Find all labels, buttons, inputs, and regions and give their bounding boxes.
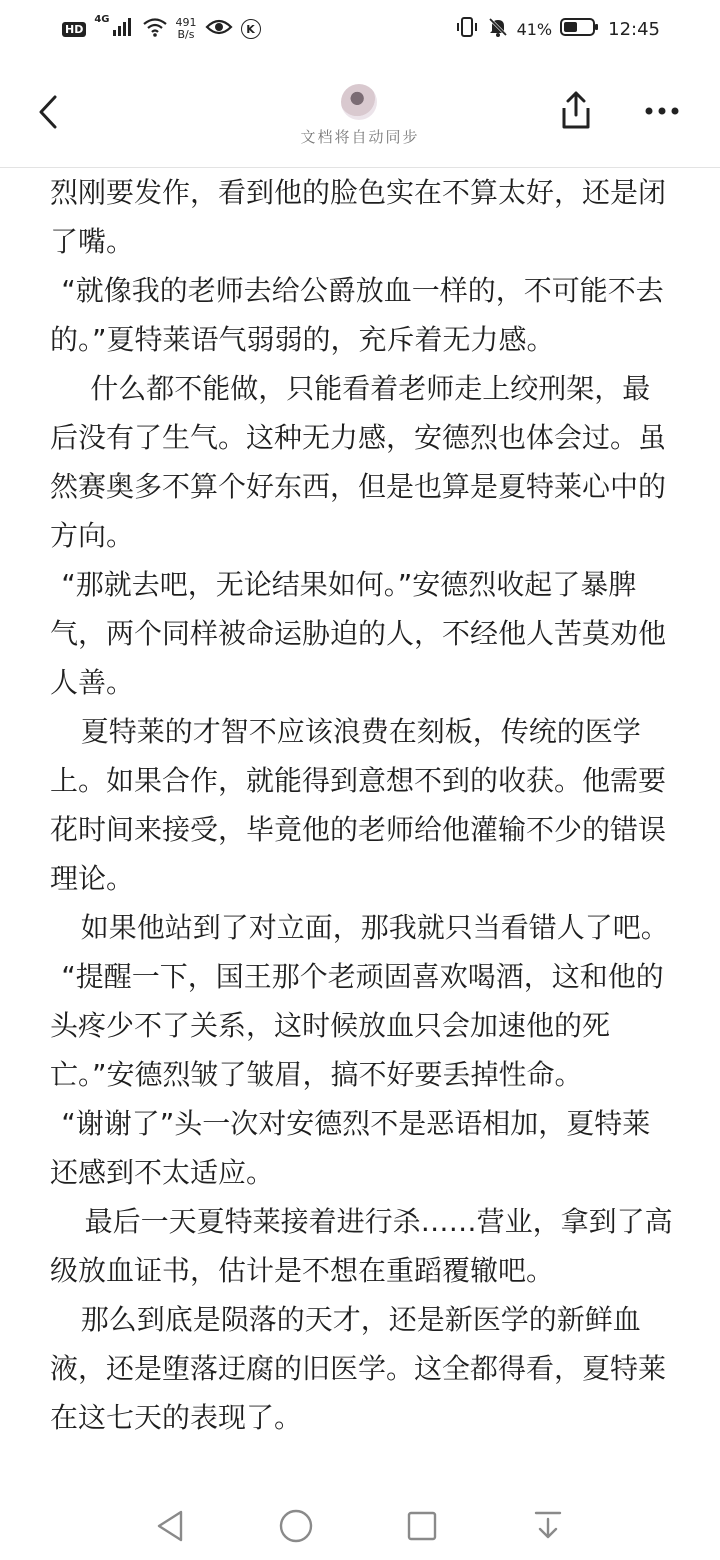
- nav-notifications-button[interactable]: [524, 1502, 572, 1550]
- paragraph: “提醒一下，国王那个老顽固喜欢喝酒，这和他的头疼少不了关系，这时候放血只会加速他的死亡。”安德烈皱了皱眉，搞不好要丢掉性命。: [50, 960, 664, 1091]
- share-icon: [559, 90, 593, 130]
- more-options-button[interactable]: [642, 94, 682, 128]
- document-toolbar: [0, 56, 720, 168]
- cell-signal-icon: [112, 17, 134, 41]
- battery-icon: [560, 17, 600, 41]
- paragraph: 什么都不能做，只能看着老师走上绞刑架，最后没有了生气。这种无力感，安德烈也体会过。虽然赛奥多不算个好东西，但是也算是夏特莱心中的方向。: [50, 372, 667, 552]
- nav-recents-button[interactable]: [398, 1502, 446, 1550]
- eye-icon: [205, 17, 233, 41]
- status-bar: [0, 0, 720, 56]
- document-body[interactable]: [50, 168, 675, 1490]
- status-bar-right: [455, 14, 660, 44]
- clock: 12:45: [608, 18, 660, 40]
- network-speed-unit: B/s: [177, 28, 195, 41]
- paragraph: “就像我的老师去给公爵放血一样的，不可能不去的。”夏特莱语气弱弱的，充斥着无力感。: [50, 274, 664, 356]
- hd-badge: HD: [62, 22, 86, 37]
- status-bar-left: [62, 14, 261, 44]
- paragraph: “谢谢了”头一次对安德烈不是恶语相加，夏特莱还感到不太适应。: [50, 1107, 651, 1189]
- square-recents-icon: [406, 1510, 438, 1542]
- paragraph: 夏特莱的才智不应该浪费在刻板，传统的医学上。如果合作，就能得到意想不到的收获。他需要花时间来接受，毕竟他的老师给他灌输不少的错误理论。: [50, 715, 667, 895]
- sync-status-text: 文档将自动同步: [300, 128, 420, 146]
- k-app-icon: K: [241, 19, 261, 39]
- vibrate-icon: [455, 16, 479, 42]
- network-type-label: 4G: [94, 14, 110, 25]
- paragraph: “那就去吧，无论结果如何。”安德烈收起了暴脾气，两个同样被命运胁迫的人，不经他人苦莫劝他人善。: [50, 568, 667, 699]
- system-navigation-bar: [0, 1490, 720, 1560]
- nav-home-button[interactable]: [272, 1502, 320, 1550]
- chevron-left-icon: [36, 94, 60, 130]
- network-speed: [176, 17, 197, 41]
- paragraph: 如果他站到了对立面，那我就只当看错人了吧。: [80, 911, 669, 944]
- nav-back-button[interactable]: [146, 1502, 194, 1550]
- battery-percent: 41%: [516, 19, 553, 39]
- circle-home-icon: [278, 1508, 314, 1544]
- pull-down-icon: [533, 1509, 563, 1543]
- avatar[interactable]: [341, 84, 377, 120]
- wifi-icon: [142, 17, 168, 41]
- more-horizontal-icon: [644, 106, 680, 116]
- paragraph: 那么到底是陨落的天才，还是新医学的新鲜血液，还是堕落迂腐的旧医学。这全都得看，夏特莱在这七天的表现了。: [50, 1303, 667, 1434]
- share-button[interactable]: [556, 88, 596, 132]
- paragraph: 烈刚要发作，看到他的脸色实在不算太好，还是闭了嘴。: [50, 176, 667, 258]
- paragraph: 最后一天夏特莱接着进行杀……营业，拿到了高级放血证书，估计是不想在重蹈覆辙吧。: [50, 1205, 673, 1287]
- mute-bell-icon: [487, 16, 509, 42]
- triangle-back-icon: [155, 1509, 185, 1543]
- network-speed-value: 491: [175, 16, 197, 29]
